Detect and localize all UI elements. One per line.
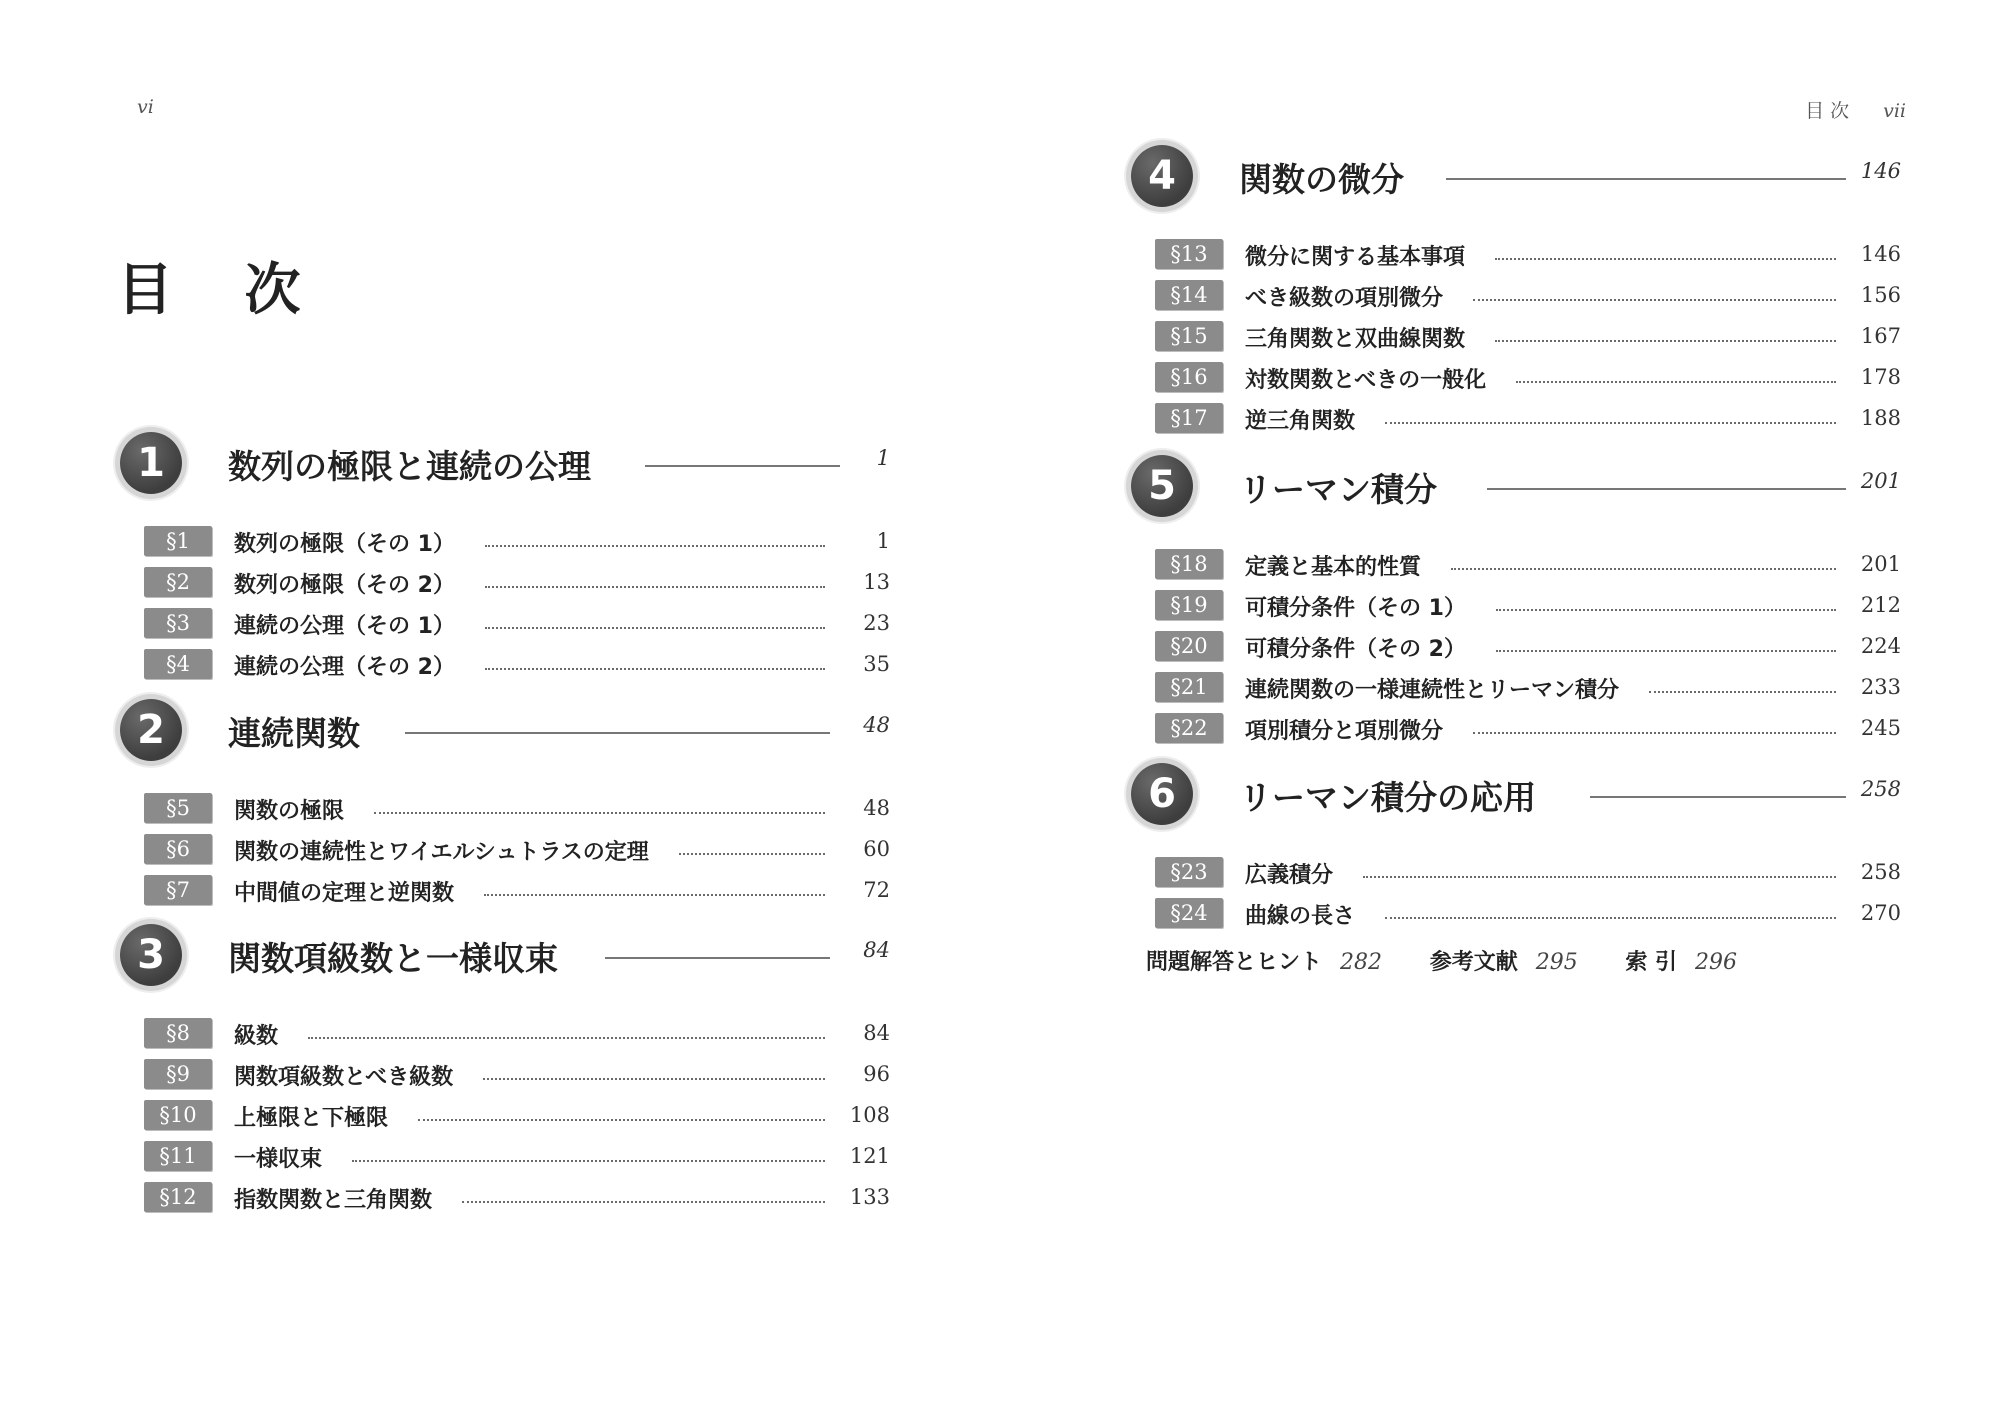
chapter-page-number: 201 [1860, 469, 1901, 493]
section-page-number: 270 [1860, 901, 1901, 925]
back-matter-page: 295 [1535, 950, 1578, 975]
leader-dots [1495, 340, 1836, 342]
section-title: 数列の極限（その 1） [234, 532, 455, 557]
section-row[interactable] [120, 1055, 890, 1096]
section-title: 対数関数とべきの一般化 [1245, 368, 1487, 393]
section-title: 逆三角関数 [1245, 409, 1356, 434]
section-number-badge: §9 [144, 1059, 212, 1089]
section-list [1131, 545, 1901, 750]
back-matter-title: 問題解答とヒント [1146, 950, 1323, 975]
section-page-number: 23 [863, 611, 890, 635]
section-number-badge: §17 [1155, 403, 1223, 433]
right-header-label: 目 次 [1805, 100, 1850, 122]
section-page-number: 212 [1860, 593, 1901, 617]
leader-dots [308, 1037, 825, 1039]
section-row[interactable] [120, 604, 890, 645]
section-list [120, 522, 890, 686]
chapter-title: 関数項級数と一様収束 [228, 939, 558, 978]
section-row[interactable] [120, 645, 890, 686]
section-number-badge: §18 [1155, 549, 1223, 579]
chapter-rule [405, 732, 830, 734]
section-number-badge: §16 [1155, 362, 1223, 392]
section-number-badge: §3 [144, 608, 212, 638]
chapter-page-number: 84 [863, 938, 890, 962]
section-page-number: 121 [849, 1144, 890, 1168]
chapter-block [120, 432, 890, 686]
section-title: 項別積分と項別微分 [1245, 719, 1444, 744]
section-row[interactable] [1131, 358, 1901, 399]
chapter-heading[interactable] [1131, 763, 1901, 839]
section-row[interactable] [120, 789, 890, 830]
chapter-block [1131, 455, 1901, 750]
section-page-number: 258 [1860, 860, 1901, 884]
leader-dots [485, 586, 825, 588]
back-matter-title: 参考文献 [1429, 950, 1518, 975]
section-number-badge: §10 [144, 1100, 212, 1130]
chapter-rule [605, 957, 830, 959]
section-title: 級数 [234, 1024, 279, 1049]
section-title: 連続関数の一様連続性とリーマン積分 [1245, 678, 1620, 703]
chapter-heading[interactable] [120, 699, 890, 775]
section-page-number: 133 [849, 1185, 890, 1209]
leader-dots [1473, 732, 1836, 734]
leader-dots [1516, 381, 1836, 383]
leader-dots [679, 853, 825, 855]
section-row[interactable] [1131, 399, 1901, 440]
section-row[interactable] [1131, 668, 1901, 709]
section-row[interactable] [120, 871, 890, 912]
section-title: 中間値の定理と逆関数 [234, 881, 455, 906]
chapter-title: 関数の微分 [1239, 160, 1404, 199]
section-number-badge: §12 [144, 1182, 212, 1212]
chapter-heading[interactable] [120, 432, 890, 508]
left-folio: vi [137, 96, 154, 118]
section-page-number: 35 [863, 652, 890, 676]
section-page-number: 233 [1860, 675, 1901, 699]
section-number-badge: §13 [1155, 239, 1223, 269]
section-number-badge: §4 [144, 649, 212, 679]
leader-dots [1496, 650, 1836, 652]
back-matter-item[interactable] [1430, 950, 1578, 975]
chapter-block [120, 699, 890, 912]
chapter-block [1131, 763, 1901, 935]
section-row[interactable] [120, 830, 890, 871]
section-title: べき級数の項別微分 [1245, 286, 1444, 311]
section-title: 関数項級数とべき級数 [234, 1065, 454, 1090]
section-row[interactable] [120, 563, 890, 604]
section-list [120, 1014, 890, 1219]
section-page-number: 224 [1860, 634, 1901, 658]
section-title: 一様収束 [234, 1147, 323, 1172]
section-row[interactable] [120, 1178, 890, 1219]
section-page-number: 72 [863, 878, 890, 902]
section-number-badge: §23 [1155, 857, 1223, 887]
section-number-badge: §1 [144, 526, 212, 556]
section-title: 可積分条件（その 1） [1245, 596, 1466, 621]
section-list [1131, 235, 1901, 440]
section-row[interactable] [1131, 894, 1901, 935]
chapter-title: 数列の極限と連続の公理 [228, 447, 591, 486]
section-title: 三角関数と双曲線関数 [1245, 327, 1466, 352]
chapter-block [1131, 145, 1901, 440]
leader-dots [485, 627, 825, 629]
chapter-rule [645, 465, 840, 467]
chapter-heading[interactable] [1131, 455, 1901, 531]
section-number-badge: §11 [144, 1141, 212, 1171]
chapter-title: リーマン積分の応用 [1239, 778, 1536, 817]
right-folio: vii [1883, 100, 1906, 122]
chapter-rule [1446, 178, 1846, 180]
section-title: 微分に関する基本事項 [1245, 245, 1466, 270]
leader-dots [1649, 691, 1836, 693]
section-page-number: 178 [1860, 365, 1901, 389]
back-matter-page: 296 [1695, 950, 1738, 975]
section-title: 関数の極限 [234, 799, 345, 824]
section-row[interactable] [1131, 545, 1901, 586]
section-page-number: 156 [1860, 283, 1901, 307]
section-row[interactable] [120, 1137, 890, 1178]
section-number-badge: §19 [1155, 590, 1223, 620]
leader-dots [352, 1160, 825, 1162]
chapter-page-number: 48 [863, 713, 890, 737]
leader-dots [485, 545, 825, 547]
section-title: 可積分条件（その 2） [1245, 637, 1466, 662]
section-row[interactable] [1131, 586, 1901, 627]
toc-title: 目 次 [117, 258, 327, 323]
section-number-badge: §7 [144, 875, 212, 905]
section-page-number: 167 [1860, 324, 1901, 348]
chapter-heading[interactable] [120, 924, 890, 1000]
leader-dots [374, 812, 825, 814]
back-matter-page: 282 [1340, 950, 1383, 975]
section-row[interactable] [1131, 627, 1901, 668]
chapter-block [120, 924, 890, 1219]
chapter-number-badge: 2 [120, 699, 182, 761]
section-page-number: 84 [863, 1021, 890, 1045]
section-number-badge: §8 [144, 1018, 212, 1048]
chapter-rule [1487, 488, 1846, 490]
chapter-number-badge: 6 [1131, 763, 1193, 825]
section-number-badge: §24 [1155, 898, 1223, 928]
chapter-rule [1590, 796, 1846, 798]
chapter-heading[interactable] [1131, 145, 1901, 221]
right-running-head [1805, 96, 1906, 123]
section-title: 曲線の長さ [1245, 904, 1356, 929]
leader-dots [1451, 568, 1836, 570]
leader-dots [1385, 917, 1836, 919]
section-title: 広義積分 [1245, 863, 1334, 888]
section-title: 指数関数と三角関数 [234, 1188, 433, 1213]
section-list [1131, 853, 1901, 935]
section-number-badge: §22 [1155, 713, 1223, 743]
section-number-badge: §6 [144, 834, 212, 864]
section-page-number: 245 [1860, 716, 1901, 740]
back-matter [1146, 945, 1777, 976]
section-row[interactable] [120, 1096, 890, 1137]
chapter-number-badge: 1 [120, 432, 182, 494]
section-row[interactable] [120, 522, 890, 563]
back-matter-item[interactable] [1146, 950, 1382, 975]
section-number-badge: §20 [1155, 631, 1223, 661]
leader-dots [1363, 876, 1836, 878]
leader-dots [1473, 299, 1836, 301]
section-row[interactable] [1131, 853, 1901, 894]
section-row[interactable] [1131, 235, 1901, 276]
section-row[interactable] [120, 1014, 890, 1055]
section-title: 定義と基本的性質 [1245, 555, 1422, 580]
section-page-number: 1 [876, 529, 890, 553]
leader-dots [484, 894, 825, 896]
section-title: 数列の極限（その 2） [234, 573, 455, 598]
chapter-number-badge: 5 [1131, 455, 1193, 517]
chapter-title: リーマン積分 [1239, 470, 1437, 509]
chapter-title: 連続関数 [228, 714, 360, 753]
section-row[interactable] [1131, 709, 1901, 750]
section-title: 上極限と下極限 [234, 1106, 389, 1131]
leader-dots [485, 668, 825, 670]
section-number-badge: §15 [1155, 321, 1223, 351]
section-number-badge: §21 [1155, 672, 1223, 702]
leader-dots [1385, 422, 1836, 424]
section-row[interactable] [1131, 276, 1901, 317]
leader-dots [1495, 258, 1836, 260]
section-title: 連続の公理（その 1） [234, 614, 455, 639]
chapter-page-number: 146 [1860, 159, 1901, 183]
leader-dots [483, 1078, 825, 1080]
section-page-number: 188 [1860, 406, 1901, 430]
back-matter-title: 索 引 [1625, 950, 1678, 975]
section-page-number: 13 [863, 570, 890, 594]
section-page-number: 96 [863, 1062, 890, 1086]
chapter-number-badge: 4 [1131, 145, 1193, 207]
section-title: 関数の連続性とワイエルシュトラスの定理 [234, 840, 649, 865]
section-page-number: 146 [1860, 242, 1901, 266]
section-number-badge: §2 [144, 567, 212, 597]
section-page-number: 201 [1860, 552, 1901, 576]
leader-dots [418, 1119, 825, 1121]
leader-dots [462, 1201, 825, 1203]
section-title: 連続の公理（その 2） [234, 655, 455, 680]
section-page-number: 108 [849, 1103, 890, 1127]
back-matter-item[interactable] [1625, 950, 1737, 975]
section-page-number: 48 [863, 796, 890, 820]
section-number-badge: §5 [144, 793, 212, 823]
section-number-badge: §14 [1155, 280, 1223, 310]
leader-dots [1496, 609, 1836, 611]
chapter-page-number: 1 [876, 446, 890, 470]
section-row[interactable] [1131, 317, 1901, 358]
section-list [120, 789, 890, 912]
chapter-number-badge: 3 [120, 924, 182, 986]
chapter-page-number: 258 [1860, 777, 1901, 801]
section-page-number: 60 [863, 837, 890, 861]
